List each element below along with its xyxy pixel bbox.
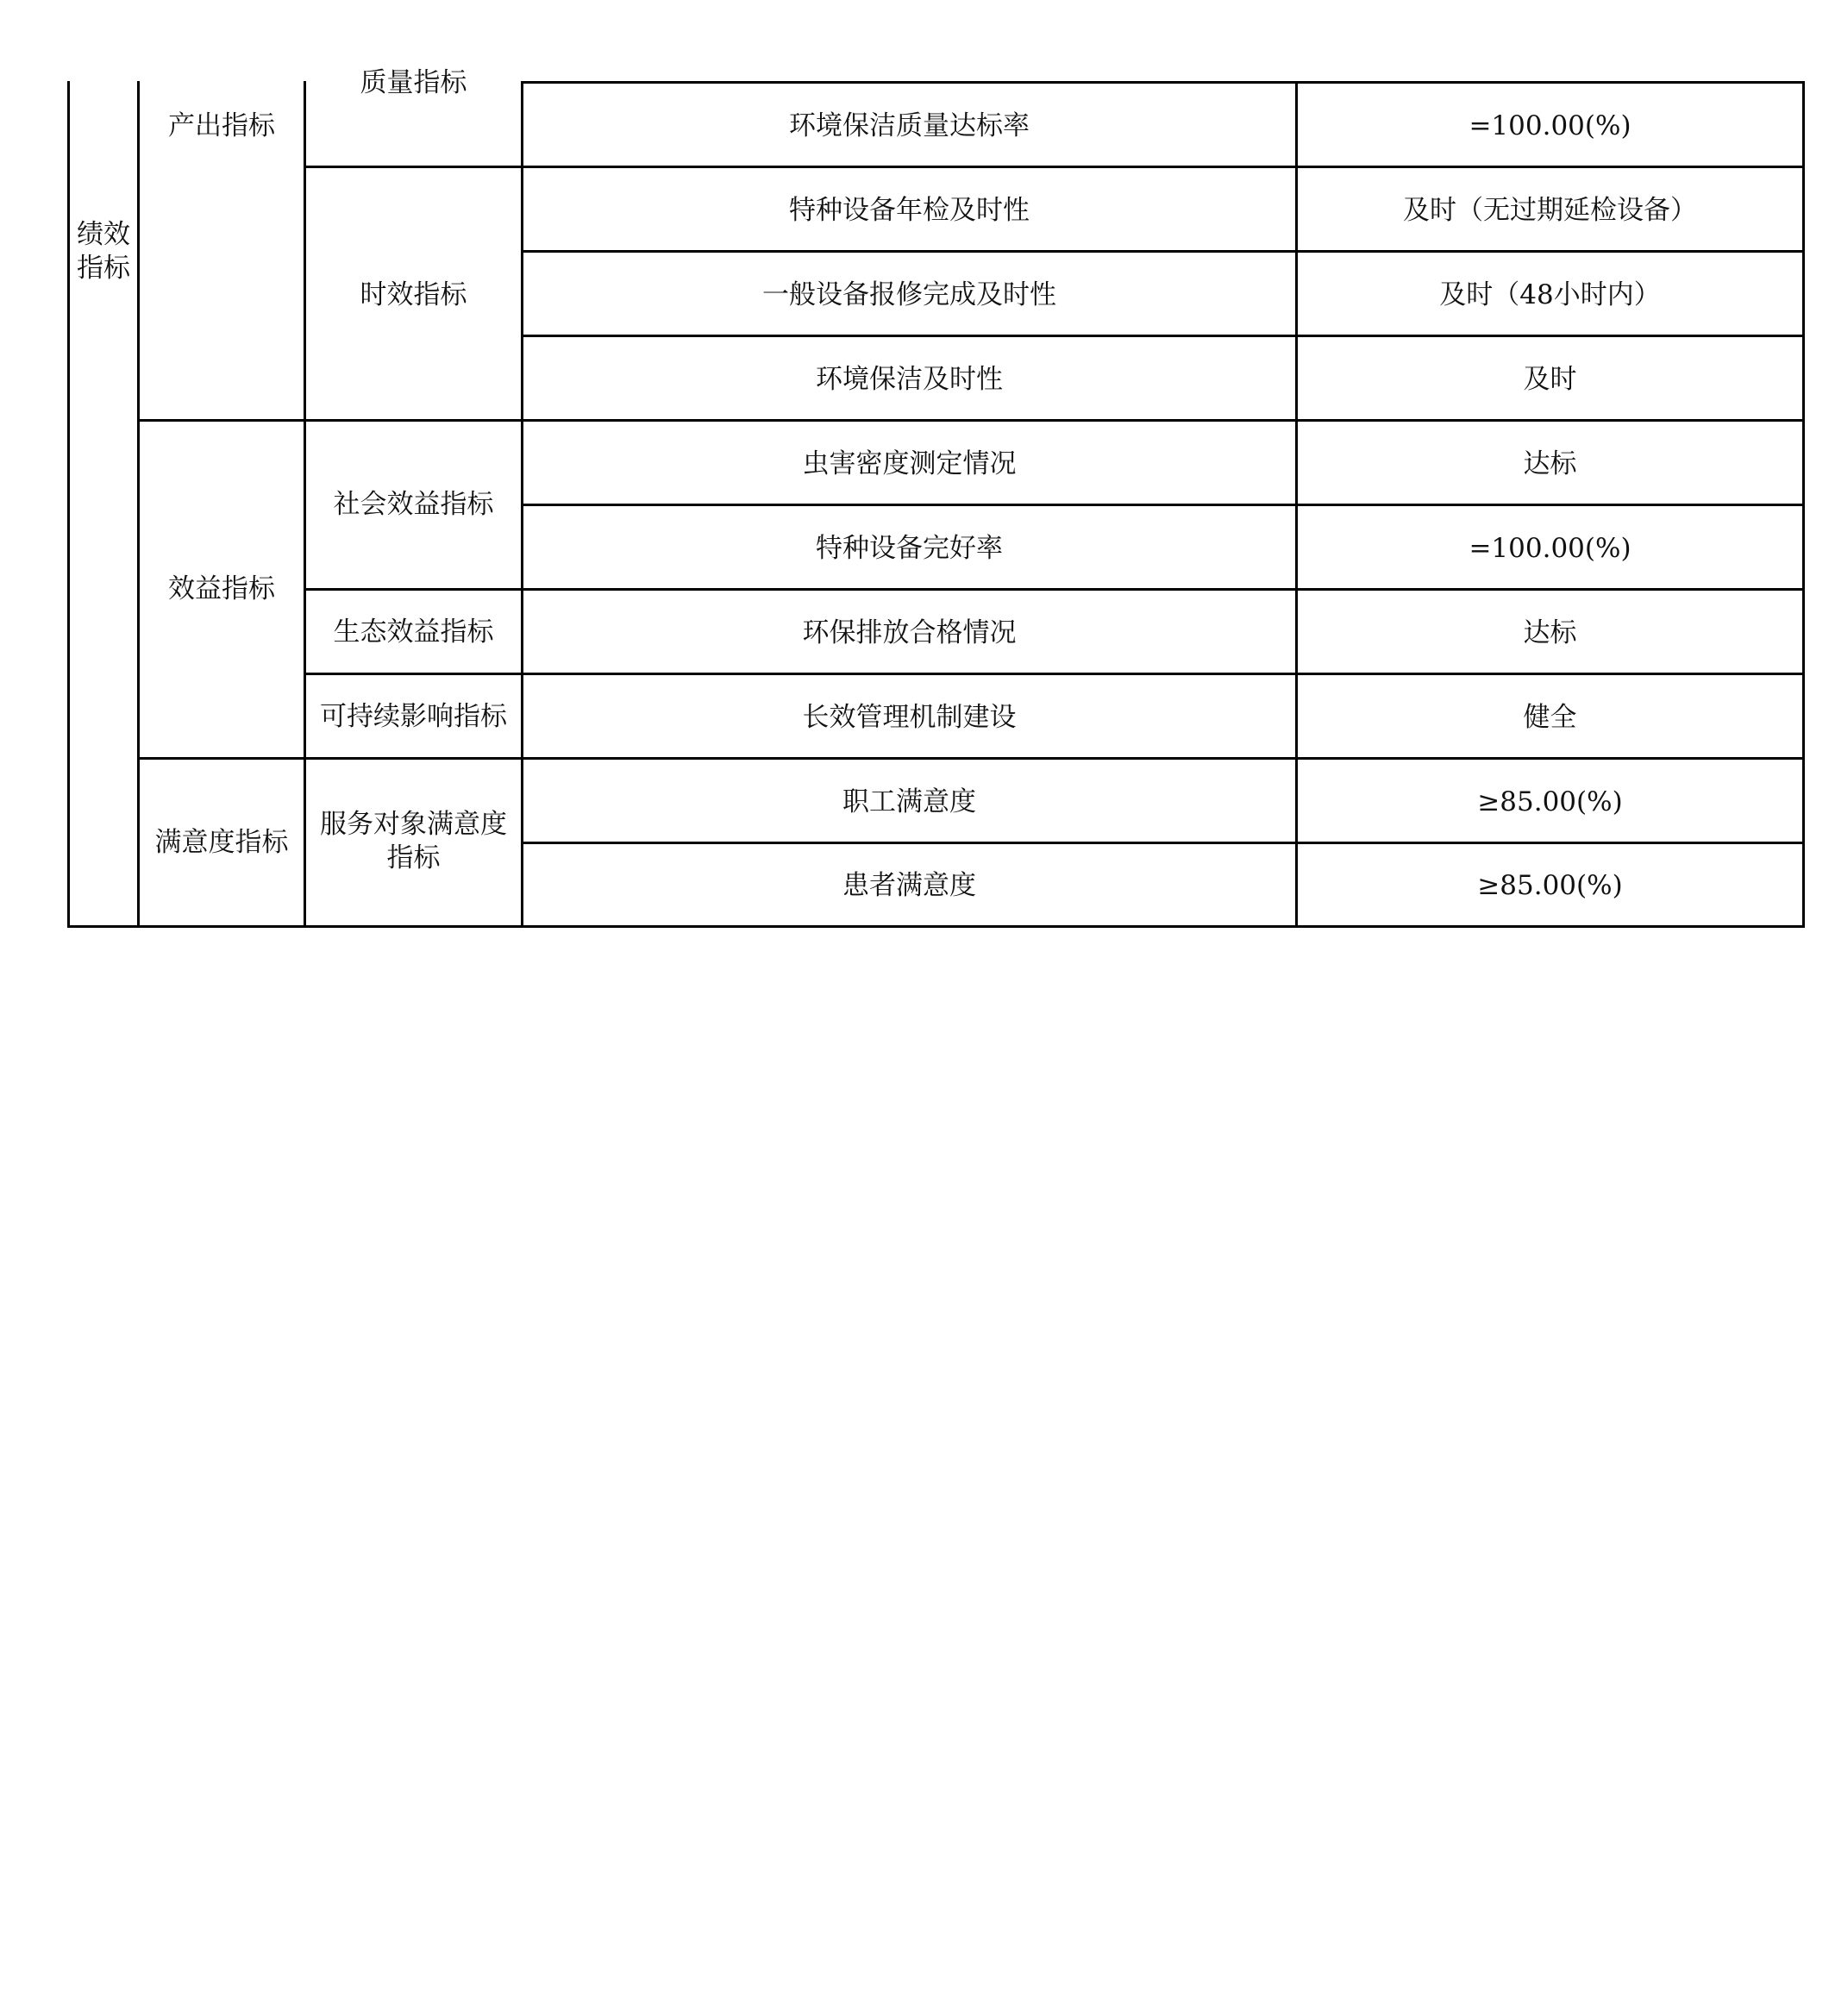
row-line [523,250,1805,253]
row-line [523,504,1805,506]
indicator-name: 职工满意度 [842,786,976,817]
row-line [305,166,1805,168]
level3-timeliness: 时效指标 [360,279,467,310]
level3-social: 社会效益指标 [333,488,494,520]
indicator-value: 达标 [1523,617,1577,648]
row-line [138,757,1805,760]
level3-quality: 质量指标 [360,66,467,98]
level3-service-satisfaction: 服务对象满意度 指标 [320,809,507,873]
indicator-name: 环境保洁及时性 [816,363,1003,395]
indicator-value: ≥85.00(%) [1477,869,1623,901]
indicator-name: 特种设备年检及时性 [789,194,1030,226]
indicator-name: 环保排放合格情况 [802,617,1017,648]
indicator-value: 及时（48小时内） [1439,279,1661,310]
level3-sustainable: 可持续影响指标 [320,700,507,732]
indicator-value: =100.00(%) [1469,532,1631,564]
indicator-value: 达标 [1523,448,1577,479]
indicator-name: 虫害密度测定情况 [802,448,1017,479]
indicator-name: 长效管理机制建设 [802,701,1017,733]
indicator-name: 患者满意度 [842,869,976,901]
level2-benefit: 效益指标 [168,573,275,604]
indicator-value: 及时 [1523,363,1577,395]
indicator-value: 健全 [1523,701,1577,733]
level1-label: 绩效 指标 [77,219,130,284]
indicator-name: 特种设备完好率 [816,532,1003,564]
column-line [137,81,140,928]
row-line [523,842,1805,844]
column-line [1802,81,1805,928]
column-line [67,81,70,928]
row-line [523,81,1805,84]
table-bottom-line [67,925,1805,928]
indicator-name: 一般设备报修完成及时性 [762,279,1056,310]
indicator-name: 环境保洁质量达标率 [789,110,1030,141]
row-line [305,588,1805,591]
indicator-value: 及时（无过期延检设备） [1403,194,1697,226]
level2-output: 产出指标 [168,110,275,141]
row-line [305,673,1805,675]
level3-ecological: 生态效益指标 [333,616,494,648]
row-line [138,419,1805,422]
row-line [523,335,1805,337]
level2-satisfaction: 满意度指标 [154,826,289,858]
indicator-value: =100.00(%) [1469,110,1631,141]
indicator-value: ≥85.00(%) [1477,786,1623,817]
